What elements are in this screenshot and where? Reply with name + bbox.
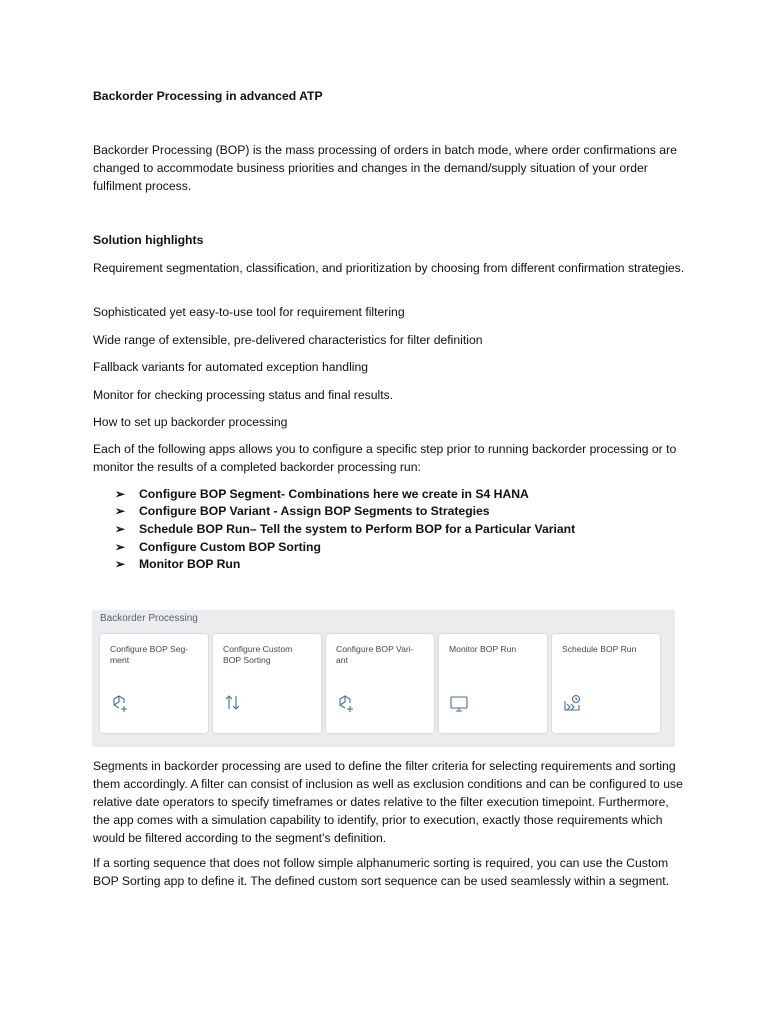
monitor-icon [449,693,469,713]
highlight-item: Requirement segmentation, classification, and prioritization by choosing from different confirmation strategies. [93,261,685,275]
apps-intro-paragraph: Each of the following apps allows you to configure a specific step prior to running backorder processing or to monitor the results of a completed backorder processing run: [93,442,677,474]
launchpad-screenshot [92,610,675,747]
bullet-item [115,520,575,538]
arrow-bullet-icon: ➢ [115,486,126,501]
bullet-item [115,485,575,503]
segment-add-icon [336,693,356,713]
highlight-item: Wide range of extensible, pre-delivered characteristics for filter definition [93,333,483,347]
bullet-text: Configure BOP Variant - Assign BOP Segments to Strategies [139,504,490,519]
highlight-item: Monitor for checking processing status and final results. [93,388,394,402]
bullet-item [115,538,575,556]
tile-configure-bop-variant[interactable] [326,634,434,733]
tile-label: Schedule BOP Run [562,644,637,654]
tile-schedule-bop-run[interactable] [552,634,660,733]
setup-heading: How to set up backorder processing [93,415,288,429]
bullet-text: Configure BOP Segment- Combinations here we create in S4 HANA [139,486,529,501]
tile-label: Configure BOP Seg- ment [110,644,189,665]
schedule-run-icon [562,693,582,713]
arrow-bullet-icon: ➢ [115,539,126,554]
launchpad-group-title: Backorder Processing [100,613,198,624]
intro-paragraph: Backorder Processing (BOP) is the mass processing of orders in batch mode, where order confirmations are changed to accommodate business priorities and changes in the demand/supply situation of your order fulfilment process. [93,143,677,193]
bullet-text: Monitor BOP Run [139,557,241,572]
arrow-bullet-icon: ➢ [115,504,126,519]
bullet-item [115,555,575,573]
tile-label: Configure BOP Vari- ant [336,644,414,665]
arrow-bullet-icon: ➢ [115,557,126,572]
solution-highlights-heading: Solution highlights [93,233,204,247]
bullet-item [115,503,575,521]
tile-label: Monitor BOP Run [449,644,517,654]
arrow-bullet-icon: ➢ [115,521,126,536]
tile-configure-bop-segment[interactable] [100,634,208,733]
app-bullet-list [115,485,575,573]
tile-configure-custom-bop-sorting[interactable] [213,634,321,733]
segment-add-icon [110,693,130,713]
bullet-text: Schedule BOP Run– Tell the system to Perform BOP for a Particular Variant [139,521,576,536]
highlight-item: Sophisticated yet easy-to-use tool for requirement filtering [93,305,405,319]
document-title: Backorder Processing in advanced ATP [93,89,323,103]
bullet-text: Configure Custom BOP Sorting [139,539,321,554]
segments-paragraph: Segments in backorder processing are used to define the filter criteria for selecting requirements and sorting them accordingly. A filter can consist of inclusion as well as exclusion conditions and can be configured to use relative date operators to specify timeframes or dates relative to the filter execution timepoint. Furthermore, the app comes with a simulation capability to identify, prior to execution, exactly those requirements which would be filtered according to the segment’s definition. [93,759,683,845]
tile-monitor-bop-run[interactable] [439,634,547,733]
sorting-paragraph: If a sorting sequence that does not follow simple alphanumeric sorting is required, you can use the Custom BOP Sorting app to define it. The defined custom sort sequence can be used seamlessly within a segment. [93,856,670,888]
highlight-item: Fallback variants for automated exception handling [93,360,369,374]
sort-arrows-icon [223,693,243,713]
tile-label: Configure Custom BOP Sorting [223,644,293,665]
